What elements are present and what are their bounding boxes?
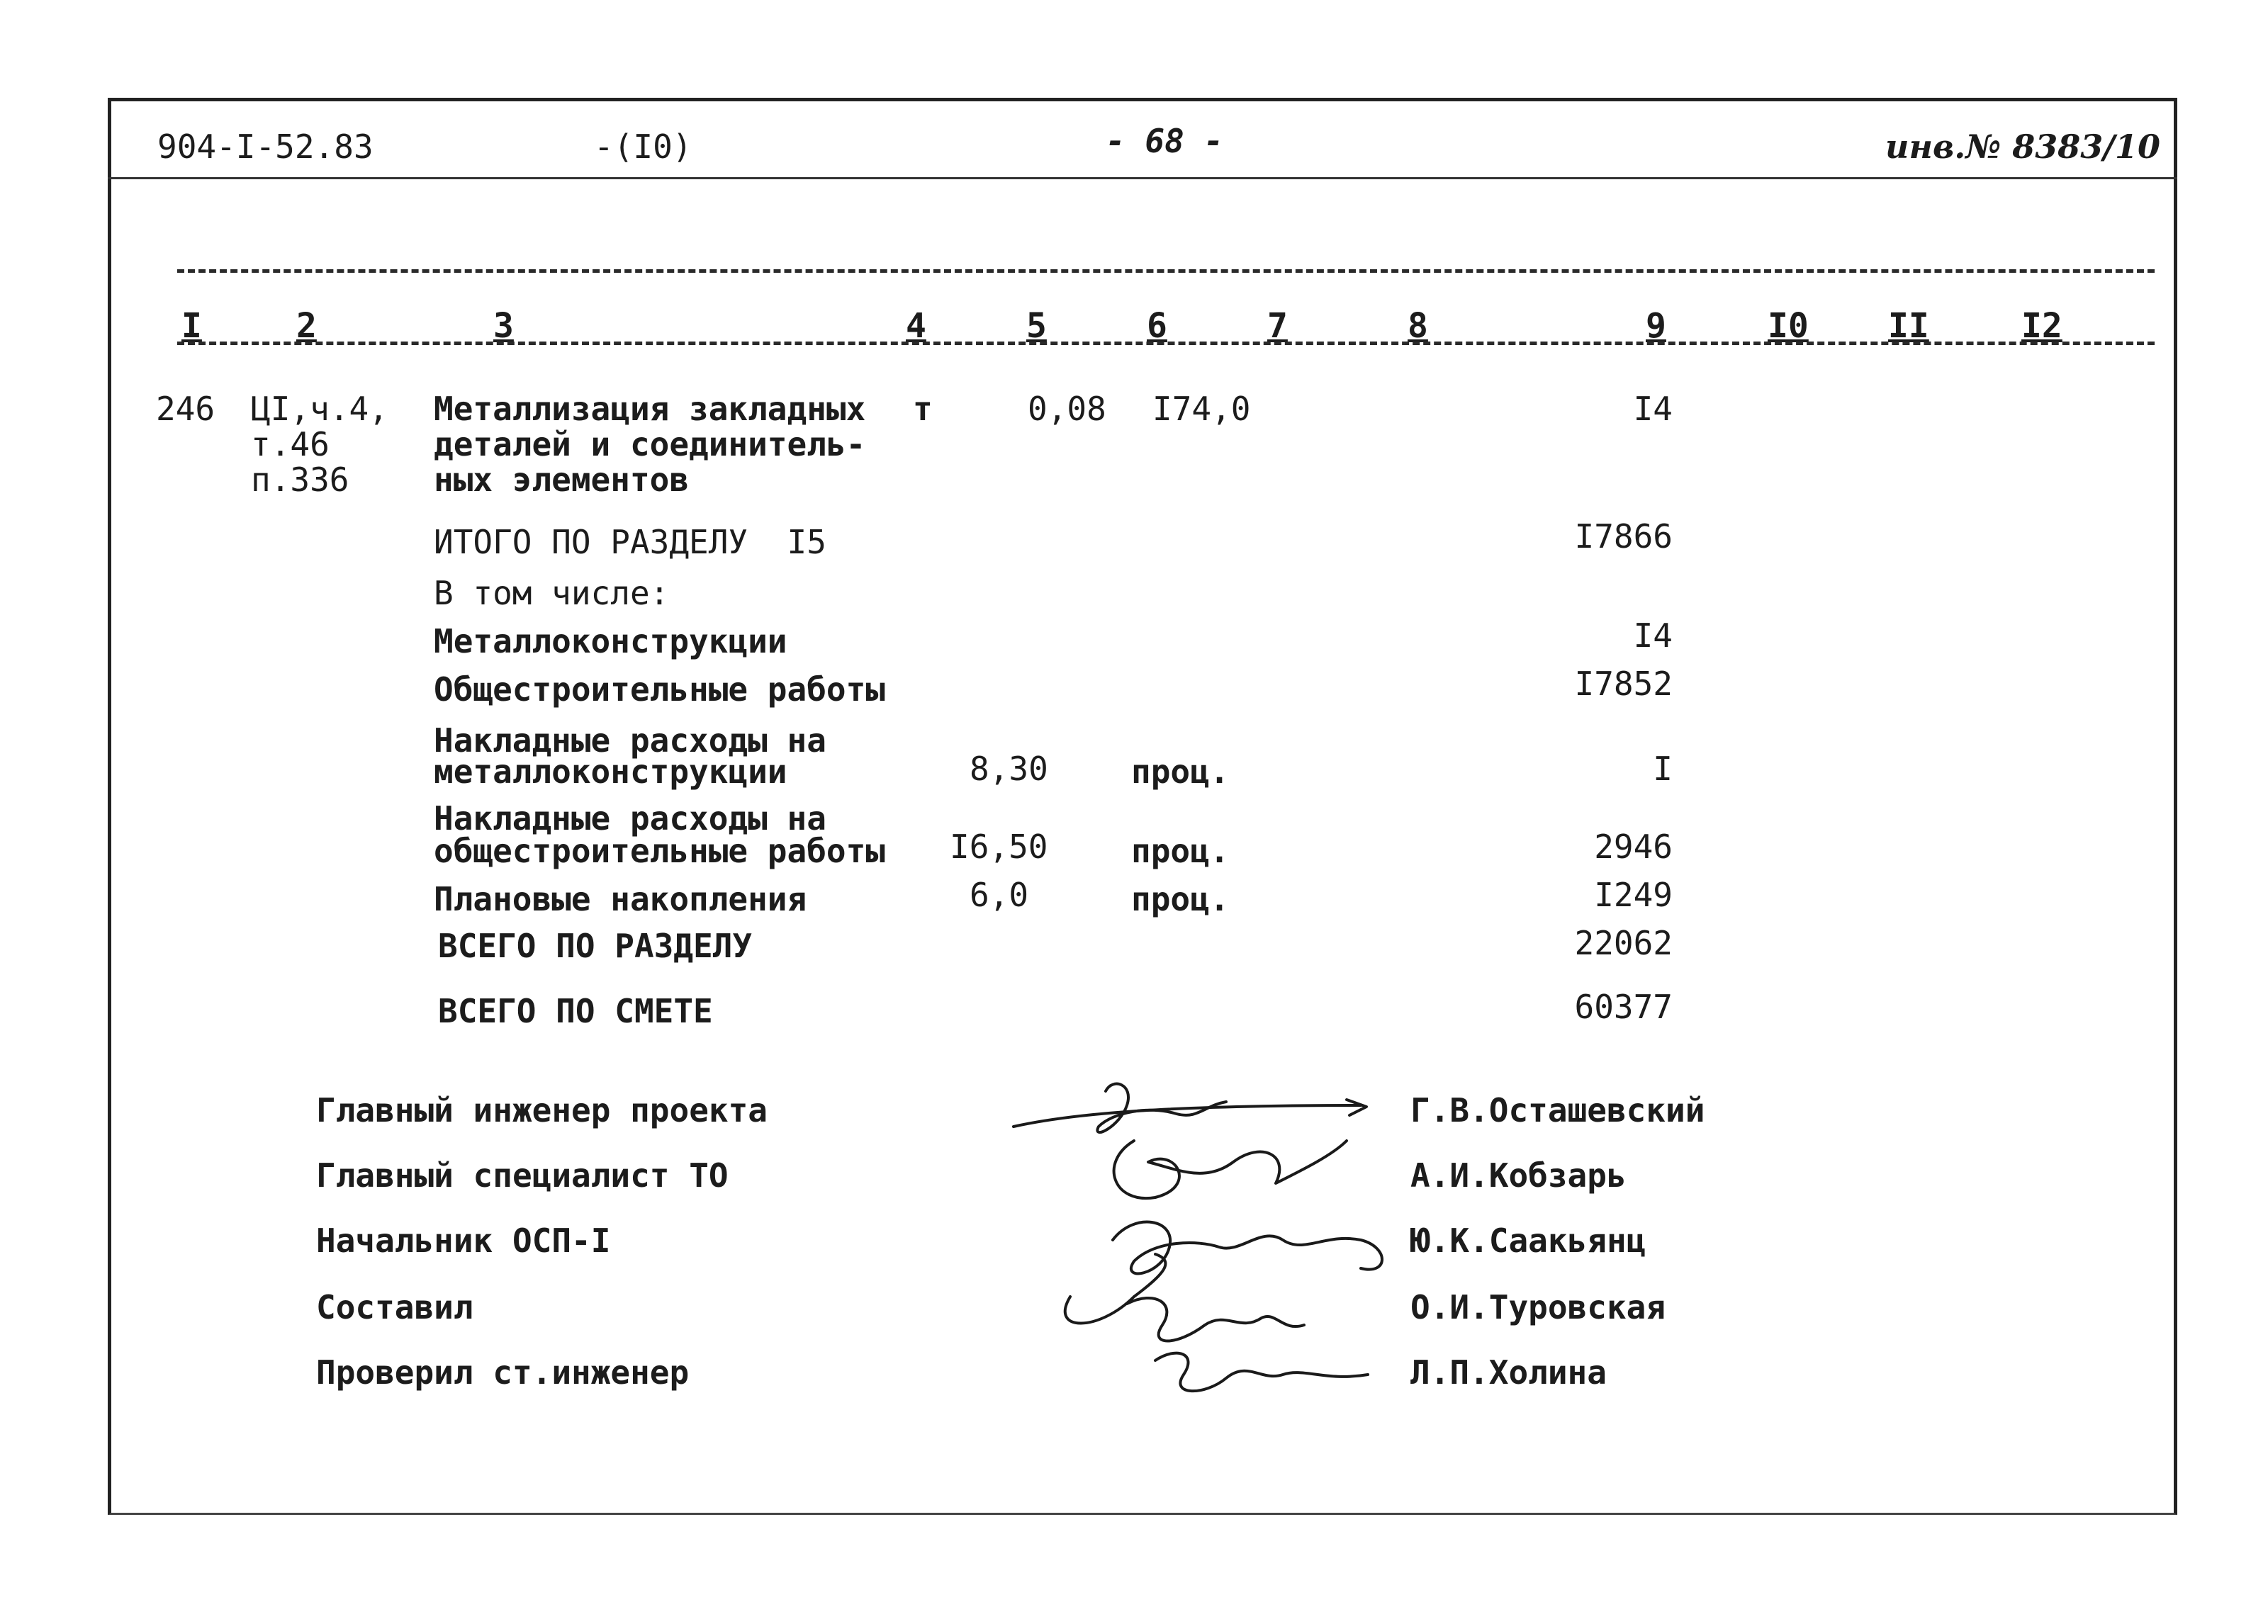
- item-desc-line-2: деталей и соединитель-: [434, 425, 866, 463]
- section-total-label: ИТОГО ПО РАЗДЕЛУ I5: [434, 523, 826, 561]
- col-2: 2: [296, 306, 317, 346]
- signature-name-3: Ю.К.Саакьянц: [1410, 1222, 1646, 1260]
- signature-stroke-4: [1113, 1222, 1382, 1274]
- metal-value: I4: [1633, 616, 1673, 655]
- col-1: I: [181, 306, 202, 346]
- estimate-grand-value: 60377: [1574, 988, 1673, 1026]
- signature-name-4: О.И.Туровская: [1410, 1288, 1666, 1326]
- item-ref-line-1: ЦI,ч.4,: [251, 390, 388, 428]
- section-grand-value: 22062: [1574, 924, 1673, 962]
- planned-rate: 6,0: [970, 876, 1029, 914]
- item-number: 246: [156, 390, 215, 428]
- item-unit-price: I74,0: [1152, 390, 1251, 428]
- metal-label: Металлоконструкции: [434, 622, 787, 660]
- planned-value: I249: [1594, 876, 1673, 914]
- overhead-general-label-2: общестроительные работы: [434, 832, 885, 870]
- estimate-grand-label: ВСЕГО ПО СМЕТЕ: [438, 992, 713, 1030]
- overhead-metal-rate: 8,30: [970, 750, 1048, 788]
- handwritten-signatures: [992, 1063, 1432, 1417]
- signature-name-2: А.И.Кобзарь: [1410, 1156, 1627, 1195]
- overhead-metal-label-1: Накладные расходы на: [434, 721, 826, 760]
- signature-title-4: Составил: [316, 1288, 473, 1326]
- signature-name-1: Г.В.Осташевский: [1410, 1091, 1705, 1129]
- item-ref-line-3: п.336: [251, 461, 349, 499]
- signature-title-5: Проверил ст.инженер: [316, 1353, 690, 1392]
- item-total: I4: [1633, 390, 1673, 428]
- overhead-general-value: 2946: [1594, 828, 1673, 866]
- col-6: 6: [1147, 306, 1167, 346]
- column-dash-rule-top: [177, 269, 2155, 273]
- col-8: 8: [1408, 306, 1428, 346]
- header-rule: [108, 177, 2177, 179]
- signature-stroke-1: [1014, 1100, 1366, 1127]
- item-desc-line-3: ных элементов: [434, 461, 690, 499]
- overhead-general-rate: I6,50: [950, 828, 1048, 866]
- inventory-number: инв.№ 8383/10: [1885, 128, 2161, 166]
- planned-label: Плановые накопления: [434, 880, 807, 918]
- section-total-value: I7866: [1574, 517, 1673, 556]
- general-label: Общестроительные работы: [434, 670, 885, 709]
- overhead-general-unit: проц.: [1131, 832, 1230, 870]
- signature-title-3: Начальник ОСП-I: [316, 1222, 611, 1260]
- col-4: 4: [906, 306, 926, 346]
- section-grand-label: ВСЕГО ПО РАЗДЕЛУ: [438, 927, 753, 965]
- signature-title-2: Главный специалист ТО: [316, 1156, 729, 1195]
- overhead-metal-unit: проц.: [1131, 752, 1230, 791]
- signature-title-1: Главный инженер проекта: [316, 1091, 768, 1129]
- including-label: В том числе:: [434, 574, 670, 612]
- overhead-general-label-1: Накладные расходы на: [434, 799, 826, 838]
- item-quantity: 0,08: [1028, 390, 1106, 428]
- col-12: I2: [2021, 306, 2062, 346]
- col-5: 5: [1026, 306, 1047, 346]
- overhead-metal-value: I: [1653, 750, 1673, 788]
- item-ref-line-2: т.46: [251, 425, 330, 463]
- signature-stroke-7: [1155, 1353, 1368, 1392]
- col-3: 3: [493, 306, 514, 346]
- col-11: II: [1888, 306, 1929, 346]
- col-9: 9: [1646, 306, 1666, 346]
- col-10: I0: [1768, 306, 1809, 346]
- signature-stroke-2: [1097, 1084, 1226, 1132]
- item-unit: т: [913, 390, 933, 428]
- column-dash-rule-bottom: [177, 342, 2155, 345]
- signature-stroke-6: [1127, 1298, 1304, 1341]
- doc-part: -(I0): [594, 128, 692, 166]
- doc-code: 904-I-52.83: [157, 128, 374, 166]
- item-desc-line-1: Металлизация закладных: [434, 390, 866, 428]
- signature-stroke-3: [1114, 1141, 1347, 1198]
- signature-stroke-5: [1065, 1254, 1166, 1324]
- planned-unit: проц.: [1131, 880, 1230, 918]
- page-number: - 68 -: [1106, 122, 1224, 160]
- signature-name-5: Л.П.Холина: [1410, 1353, 1607, 1392]
- overhead-metal-label-2: металлоконструкции: [434, 752, 787, 791]
- general-value: I7852: [1574, 665, 1673, 703]
- col-7: 7: [1267, 306, 1288, 346]
